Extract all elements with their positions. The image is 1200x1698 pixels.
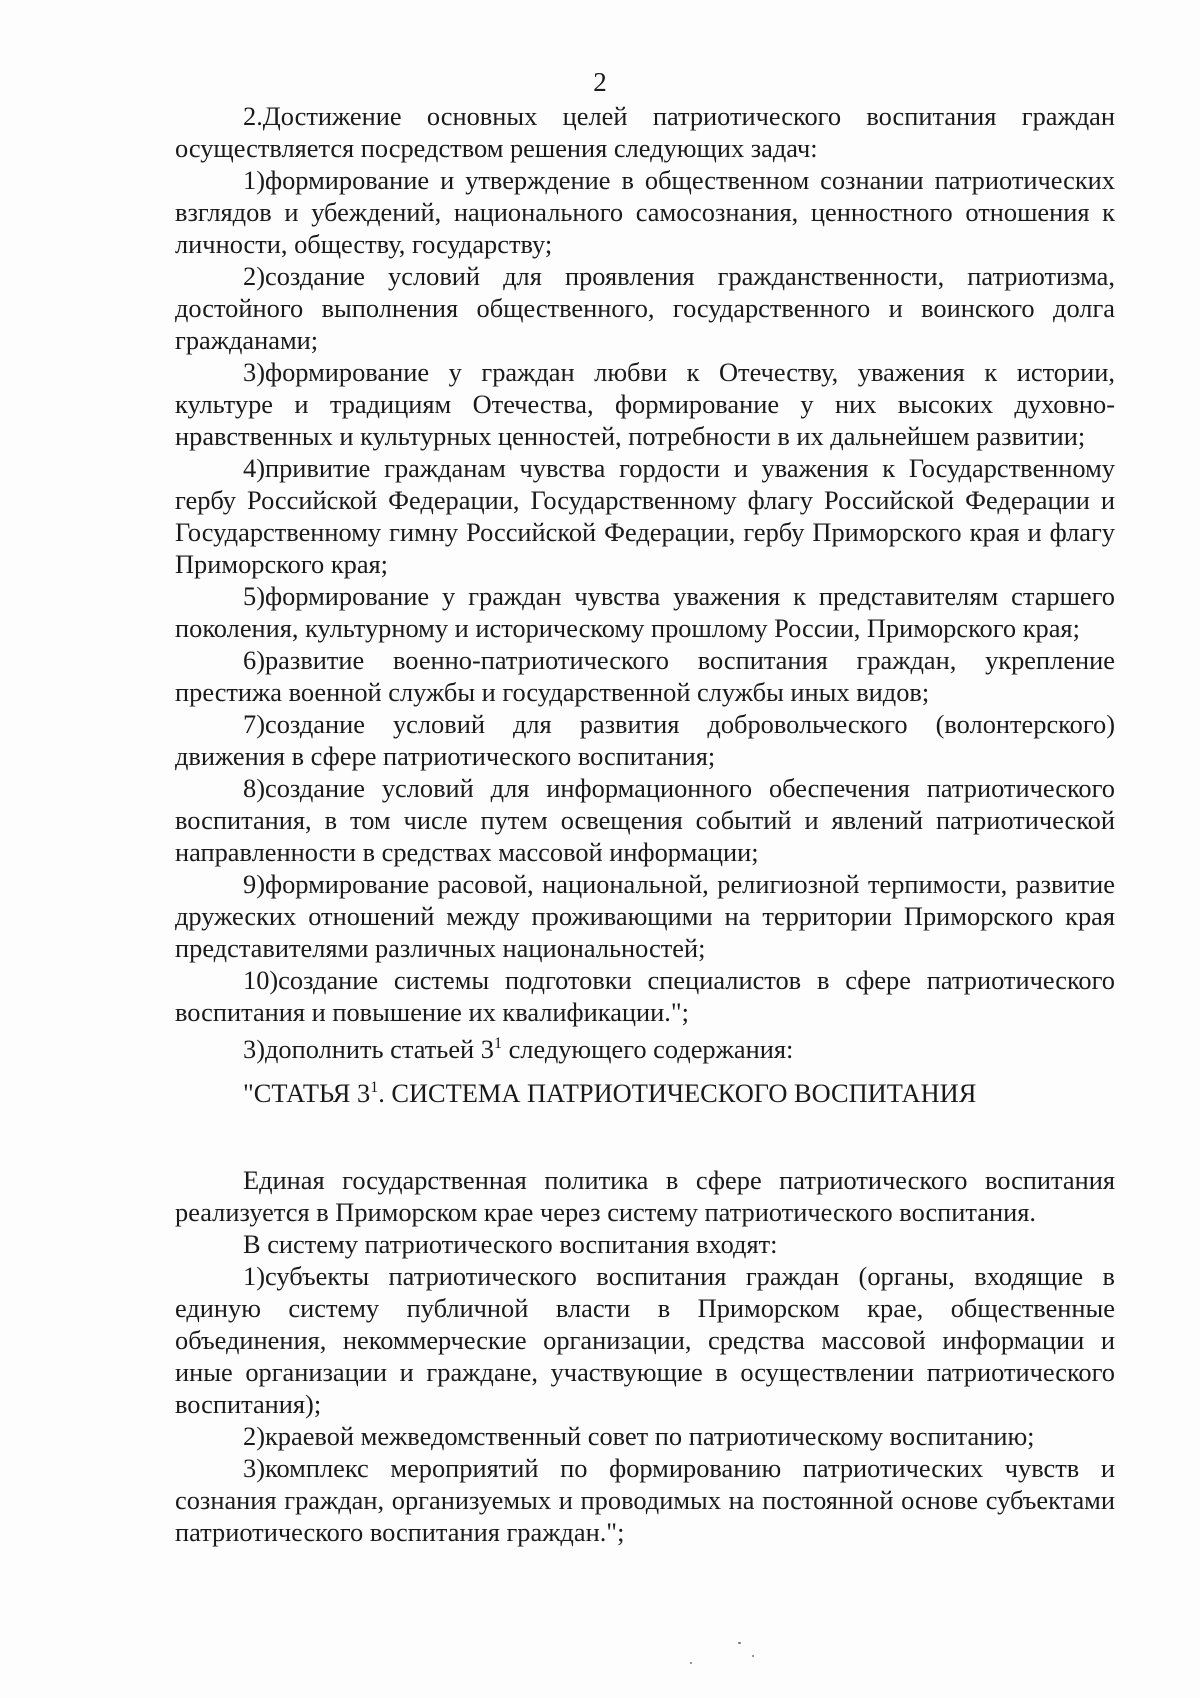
list-item: 10)создание системы подготовки специалистов в сфере патриотического воспитания и повышение их квалификации."; bbox=[175, 965, 1115, 1027]
paragraph: 2.Достижение основных целей патриотического воспитания граждан осуществляется посредством решения следующих задач: bbox=[175, 101, 1115, 163]
article-heading-suffix: . СИСТЕМА ПАТРИОТИЧЕСКОГО ВОСПИТАНИЯ bbox=[378, 1077, 977, 1108]
list-item: 1)формирование и утверждение в общественном сознании патриотических взглядов и убеждений, национального самосознания, ценностного отношения к личности, обществу, государству; bbox=[175, 165, 1115, 259]
scan-artifact bbox=[690, 1662, 692, 1664]
superscript: 1 bbox=[370, 1078, 379, 1096]
amendment-prefix: 3)дополнить статьей 3 bbox=[243, 1033, 494, 1064]
list-item: 3)формирование у граждан любви к Отечеству, уважения к истории, культуре и традициям Отечества, формирование у них высоких духовно-нравственных и культурных ценностей, потребности в их дальнейшем развитии; bbox=[175, 357, 1115, 451]
spacer bbox=[175, 1110, 1115, 1164]
paragraph: Единая государственная политика в сфере патриотического воспитания реализуется в Приморском крае через систему патриотического воспитания. bbox=[175, 1164, 1115, 1227]
article-heading-prefix: "СТАТЬЯ 3 bbox=[243, 1077, 371, 1108]
list-item: 3)комплекс мероприятий по формированию патриотических чувств и сознания граждан, организуемых и проводимых на постоянной основе субъектами патриотического воспитания граждан."; bbox=[175, 1452, 1115, 1547]
list-item: 5)формирование у граждан чувства уважения к представителям старшего поколения, культурному и историческому прошлому России, Приморского края; bbox=[175, 581, 1115, 643]
paragraph: В систему патриотического воспитания входят: bbox=[243, 1228, 778, 1259]
amendment-line bbox=[175, 1028, 1115, 1065]
list-item: 6)развитие военно-патриотического воспитания граждан, укрепление престижа военной службы и государственной службы иных видов; bbox=[175, 645, 1115, 707]
list-item: 4)привитие гражданам чувства гордости и уважения к Государственному гербу Российской Федерации, Государственному флагу Российской Федерации и Государственному гимну Российской Федерации, гербу Приморского края и флагу Приморского края; bbox=[175, 453, 1115, 579]
amendment-suffix: следующего содержания: bbox=[501, 1033, 794, 1064]
scan-artifact bbox=[738, 1642, 741, 1644]
list-item: 1)субъекты патриотического воспитания граждан (органы, входящие в единую систему публичной власти в Приморском крае, общественные объединения, некоммерческие организации, средства массовой информации и иные организации и граждане, участвующие в осуществлении патриотического воспитания); bbox=[175, 1260, 1115, 1419]
list-item: 2)создание условий для проявления гражданственности, патриотизма, достойного выполнения общественного, государственного и воинского долга гражданами; bbox=[175, 261, 1115, 355]
document-body bbox=[175, 100, 1115, 1548]
article-heading bbox=[243, 1071, 1115, 1110]
list-item: 8)создание условий для информационного обеспечения патриотического воспитания, в том числе путем освещения событий и явлений патриотической направленности в средствах массовой информации; bbox=[175, 773, 1115, 867]
page-number: 2 bbox=[593, 67, 607, 97]
list-item: 2)краевой межведомственный совет по патриотическому воспитанию; bbox=[243, 1420, 1035, 1451]
list-item: 9)формирование расовой, национальной, религиозной терпимости, развитие дружеских отношений между проживающими на территории Приморского края представителями различных национальностей; bbox=[175, 869, 1115, 963]
scan-artifact bbox=[752, 1655, 754, 1657]
superscript: 1 bbox=[493, 1035, 502, 1052]
list-item: 7)создание условий для развития добровольческого (волонтерского) движения в сфере патриотического воспитания; bbox=[175, 709, 1115, 771]
